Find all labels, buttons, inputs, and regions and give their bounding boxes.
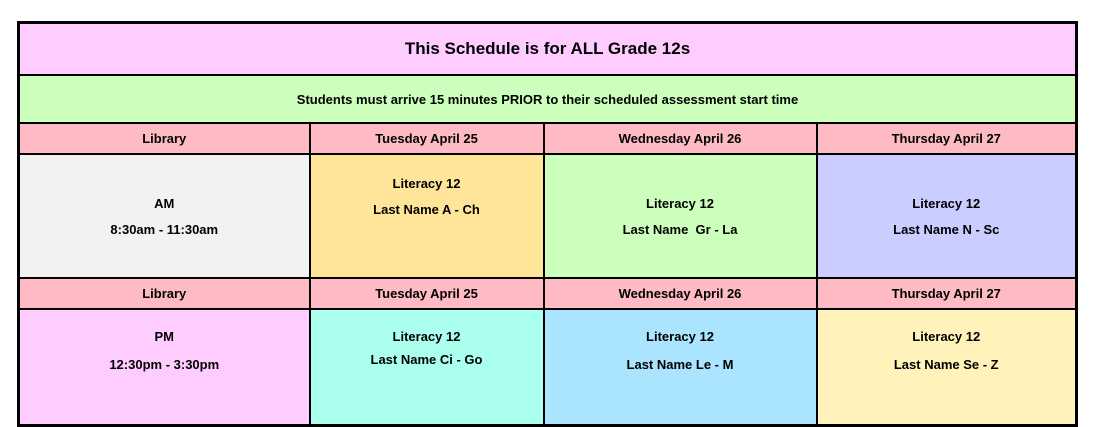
course-label: Literacy 12 — [912, 329, 981, 344]
session-time: 12:30pm - 3:30pm — [109, 357, 220, 372]
note-row — [19, 75, 1077, 123]
session-label: AM — [154, 195, 175, 211]
header-thursday: Thursday April 27 — [817, 278, 1077, 309]
schedule-table — [17, 21, 1078, 427]
am-thursday-cell — [817, 154, 1077, 278]
course-label: Literacy 12 — [646, 195, 714, 211]
name-range: Last Name N - Sc — [893, 221, 1000, 237]
header-wednesday: Wednesday April 26 — [544, 278, 817, 309]
pm-session-cell — [19, 309, 310, 426]
am-wednesday-cell — [544, 154, 817, 278]
pm-wednesday-cell — [544, 309, 817, 426]
name-range: Last Name Se - Z — [893, 357, 999, 372]
course-label: Literacy 12 — [392, 329, 461, 344]
name-range: Last Name Gr - La — [622, 221, 738, 237]
header-library: Library — [19, 278, 310, 309]
header-tuesday: Tuesday April 25 — [310, 278, 544, 309]
header-row-am — [19, 123, 1077, 154]
schedule-title: This Schedule is for ALL Grade 12s — [19, 23, 1077, 76]
course-label: Literacy 12 — [392, 176, 461, 191]
name-range: Last Name A - Ch — [373, 202, 480, 217]
header-thursday: Thursday April 27 — [817, 123, 1077, 154]
course-label: Literacy 12 — [912, 195, 981, 211]
header-wednesday: Wednesday April 26 — [544, 123, 817, 154]
am-tuesday-cell — [310, 154, 544, 278]
pm-tuesday-cell — [310, 309, 544, 426]
header-library: Library — [19, 123, 310, 154]
name-range: Last Name Le - M — [626, 357, 734, 372]
am-session-cell — [19, 154, 310, 278]
name-range: Last Name Ci - Go — [370, 352, 483, 367]
session-time: 8:30am - 11:30am — [110, 221, 219, 237]
pm-thursday-cell — [817, 309, 1077, 426]
title-row — [19, 23, 1077, 76]
arrival-note: Students must arrive 15 minutes PRIOR to their scheduled assessment start time — [19, 75, 1077, 123]
course-label: Literacy 12 — [646, 329, 714, 344]
am-row — [19, 154, 1077, 278]
header-row-pm — [19, 278, 1077, 309]
session-label: PM — [154, 329, 174, 344]
pm-row — [19, 309, 1077, 426]
header-tuesday: Tuesday April 25 — [310, 123, 544, 154]
